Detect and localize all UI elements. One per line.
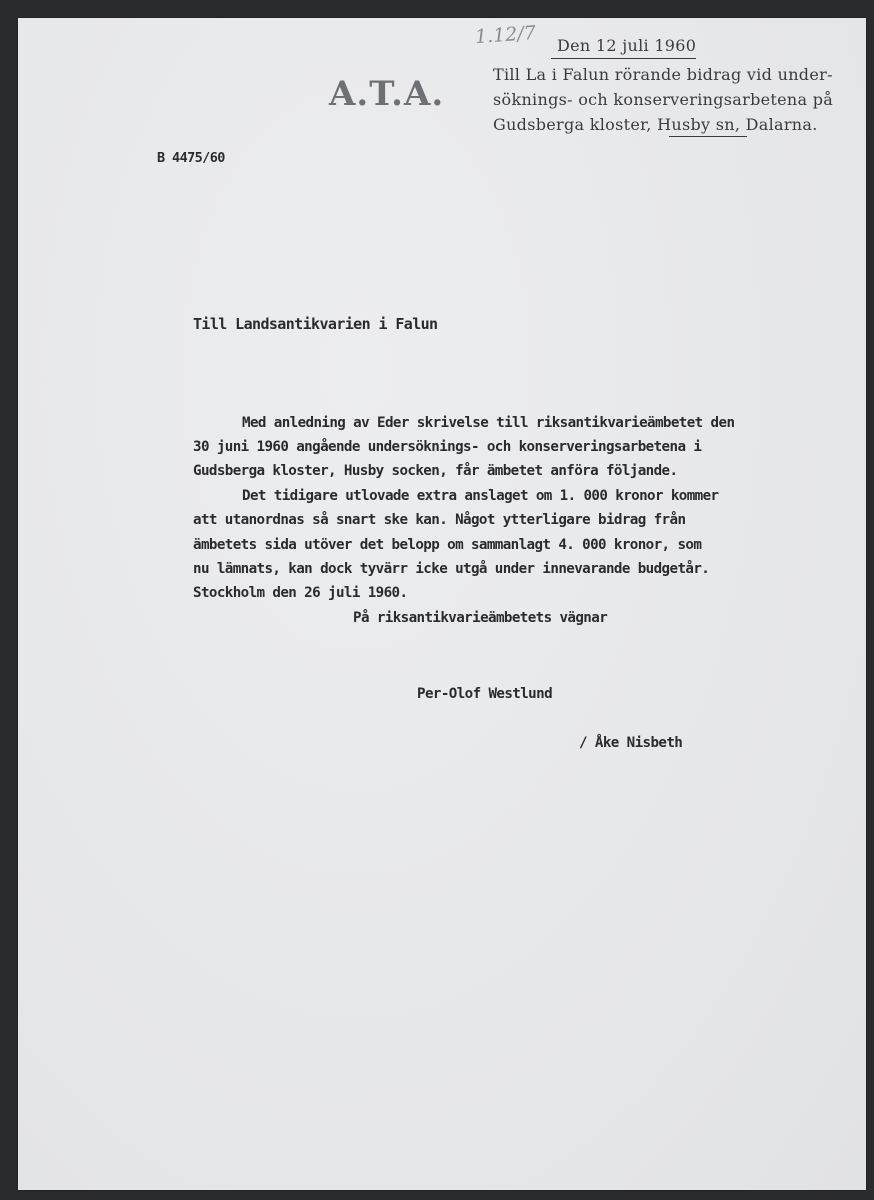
ata-logo: A.T.A. <box>329 74 445 114</box>
body-line-1: Med anledning av Eder skrivelse till riksantikvarieämbetet den <box>242 415 735 431</box>
pencil-annotation: 1.12/7 <box>474 21 537 49</box>
addressee: Till Landsantikvarien i Falun <box>193 315 438 333</box>
body-line-2: 30 juni 1960 angående undersöknings- och konserveringsarbetena i <box>193 439 702 455</box>
subject-line-2: söknings- och konserveringsarbetena på <box>493 90 834 109</box>
closing-line: På riksantikvarieämbetets vägnar <box>353 610 608 626</box>
document-sheet <box>18 18 866 1190</box>
subject-line-3: Gudsberga kloster, Husby sn, Dalarna. <box>493 115 818 134</box>
signatory: Per-Olof Westlund <box>417 686 553 702</box>
body-line-8: Stockholm den 26 juli 1960. <box>193 585 408 601</box>
husby-underline <box>669 136 747 137</box>
body-line-4: Det tidigare utlovade extra anslaget om 1. 000 kronor kommer <box>242 488 719 504</box>
reference-number: B 4475/60 <box>157 150 225 166</box>
date-underline <box>551 58 696 59</box>
body-line-6: ämbetets sida utöver det belopp om sammanlagt 4. 000 kronor, som <box>193 537 702 553</box>
body-line-7: nu lämnats, kan dock tyvärr icke utgå under innevarande budgetår. <box>193 561 710 577</box>
cosignatory: / Åke Nisbeth <box>579 735 683 751</box>
body-line-3: Gudsberga kloster, Husby socken, får ämbetet anföra följande. <box>193 463 678 479</box>
header-date: Den 12 juli 1960 <box>557 36 697 55</box>
subject-line-1: Till La i Falun rörande bidrag vid under- <box>493 65 833 84</box>
body-line-5: att utanordnas så snart ske kan. Något ytterligare bidrag från <box>193 512 686 528</box>
